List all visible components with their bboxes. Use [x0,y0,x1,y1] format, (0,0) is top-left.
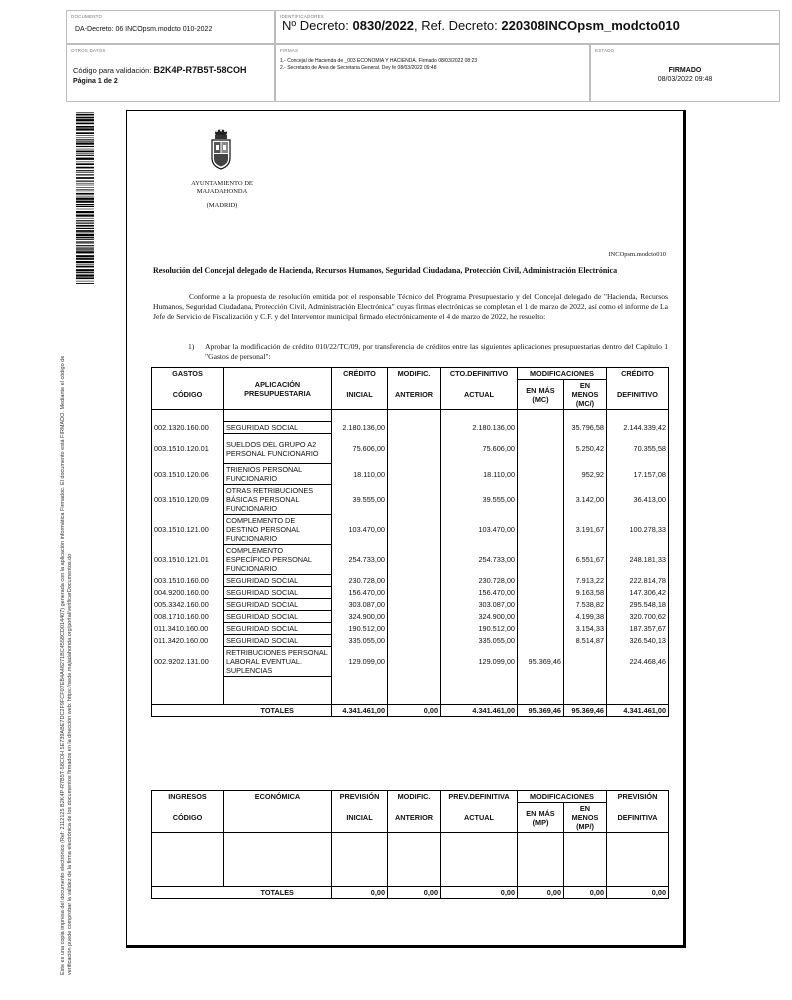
row-inicial: 39.555,00 [332,485,388,515]
row-codigo: 008.1710.160.00 [152,611,224,623]
row-codigo: 003.1510.121.00 [152,515,224,545]
header-definitiva: DEFINITIVA [607,803,669,833]
row-actual: 190.512,00 [441,623,518,635]
row-mas [518,422,564,434]
row-mas [518,545,564,575]
header-codigo: CÓDIGO [152,803,224,833]
row-anterior [388,647,441,677]
header-prevision-2: PREVISIÓN [607,791,669,803]
row-anterior [388,485,441,515]
row-definitivo: 187.357,67 [607,623,669,635]
row-aplicacion: SEGURIDAD SOCIAL [224,587,332,599]
row-definitivo: 17.157,08 [607,464,669,485]
gastos-table [151,367,669,717]
row-menos: 8.514,87 [564,635,607,647]
row-actual: 303.087,00 [441,599,518,611]
item-number: 1) [188,342,195,351]
row-anterior [388,515,441,545]
row-anterior [388,599,441,611]
header-en-menos: EN MENOS (MC/) [564,380,607,410]
header-economica-blank [224,803,332,833]
header-inicial: INICIAL [332,803,388,833]
table-row [152,575,669,587]
totals-anterior: 0,00 [388,887,441,899]
header-modificaciones: MODIFICACIONES [518,791,607,803]
row-definitivo: 147.306,42 [607,587,669,599]
codigo-validacion [73,65,247,75]
header-economica: ECONÓMICA [224,791,332,803]
row-definitivo: 222.814,78 [607,575,669,587]
row-codigo: 011.3410.160.00 [152,623,224,635]
row-definitivo: 248.181,33 [607,545,669,575]
row-definitivo: 36.413,00 [607,485,669,515]
pagina: Página 1 de 2 [73,78,118,85]
reference-code: INCOpsm.modcto010 [608,251,666,258]
table-row [152,647,669,677]
row-aplicacion: SEGURIDAD SOCIAL [224,575,332,587]
row-anterior [388,464,441,485]
header-en-mas: EN MÁS (MC) [518,380,564,410]
firma-1: 1.- Concejal de Hacienda de _003 ECONOMIA Y HACIENDA. Firmado 08/03/2022 08:23 [280,58,478,64]
documento-label: DOCUMENTO [71,14,103,19]
row-anterior [388,635,441,647]
row-mas [518,623,564,635]
estado-label: ESTADO [595,48,615,53]
totals-menos: 95.369,46 [564,705,607,717]
row-anterior [388,545,441,575]
row-inicial: 103.470,00 [332,515,388,545]
row-actual: 335.055,00 [441,635,518,647]
row-aplicacion: COMPLEMENTO DE DESTINO PERSONAL FUNCIONARIO [224,515,332,545]
table-row [152,434,669,464]
table-row [152,422,669,434]
table-row [152,587,669,599]
row-codigo: 003.1510.120.01 [152,434,224,464]
table-row [152,464,669,485]
row-aplicacion: SEGURIDAD SOCIAL [224,599,332,611]
header-definitivo: DEFINITIVO [607,380,669,410]
row-mas [518,611,564,623]
spacer-row [152,410,669,422]
estado-value: FIRMADO [668,67,702,74]
row-codigo: 003.1510.120.06 [152,464,224,485]
row-aplicacion: SUELDOS DEL GRUPO A2 PERSONAL FUNCIONARIO [224,434,332,464]
row-definitivo: 326.540,13 [607,635,669,647]
totals-inicial: 4.341.461,00 [332,705,388,717]
totals-menos: 0,00 [564,887,607,899]
header-aplicacion: APLICACIÓN PRESUPUESTARIA [224,368,332,410]
ayto-line-1: AYUNTAMIENTO DE [191,180,253,187]
totals-label: TOTALES [224,705,332,717]
firma-2: 2.- Secretario de Area de Secretaria General. Dey fe 08/03/2022 09:48 [280,65,437,71]
row-mas [518,485,564,515]
row-inicial: 156.470,00 [332,587,388,599]
row-definitivo: 224.468,46 [607,647,669,677]
totals-anterior: 0,00 [388,705,441,717]
row-actual: 18.110,00 [441,464,518,485]
header-anterior: ANTERIOR [388,803,441,833]
row-actual: 129.099,00 [441,647,518,677]
table-row [152,623,669,635]
row-menos: 3.142,00 [564,485,607,515]
ingresos-table [151,790,669,899]
totals-mas: 0,00 [518,887,564,899]
row-anterior [388,587,441,599]
totals-label: TOTALES [224,887,332,899]
row-aplicacion: SEGURIDAD SOCIAL [224,623,332,635]
ref-prefix: , Ref. Decreto: [413,18,498,33]
row-mas [518,575,564,587]
row-menos: 3.191,67 [564,515,607,545]
row-mas [518,464,564,485]
row-menos: 7.538,82 [564,599,607,611]
row-mas [518,515,564,545]
row-actual: 2.180.136,00 [441,422,518,434]
resolution-item-1 [188,342,668,362]
totals-actual: 0,00 [441,887,518,899]
row-anterior [388,422,441,434]
row-inicial: 303.087,00 [332,599,388,611]
row-inicial: 75.606,00 [332,434,388,464]
table-row [152,599,669,611]
row-anterior [388,623,441,635]
totals-definitiva: 0,00 [607,887,669,899]
row-aplicacion: COMPLEMENTO ESPECÍFICO PERSONAL FUNCIONARIO [224,545,332,575]
row-actual: 254.733,00 [441,545,518,575]
header-anterior: ANTERIOR [388,380,441,410]
row-mas [518,635,564,647]
header-inicial: INICIAL [332,380,388,410]
identificadores-cell [275,10,780,44]
header-ingresos: INGRESOS [152,791,224,803]
side-text-line-1: Este es una copia impresa del documento electrónico (Ref: 2112125 B2K4P-R7B5T-58COH 5E739ABE7DC2F9FCF07EB4A48271BC4558CD014407) generada con la aplicación informática Firmadoc. El documento está FIRMADO. Mediante el código de [60,355,66,975]
row-definitivo: 100.278,33 [607,515,669,545]
decreto-number: 0830/2022 [352,18,414,33]
row-inicial: 335.055,00 [332,635,388,647]
totals-actual: 4.341.461,00 [441,705,518,717]
row-definitivo: 320.700,62 [607,611,669,623]
row-menos: 7.913,22 [564,575,607,587]
verification-side-text [60,275,74,975]
row-actual: 230.728,00 [441,575,518,587]
row-codigo: 011.3420.160.00 [152,635,224,647]
row-mas [518,434,564,464]
row-menos: 5.250,42 [564,434,607,464]
resolution-title: Resolución del Concejal delegado de Hacienda, Recursos Humanos, Seguridad Ciudadana, Protección Civil, Administración Electrónica [153,266,618,275]
header-en-mas: EN MÁS (MP) [518,803,564,833]
row-codigo: 002.9202.131.00 [152,647,224,677]
decreto-prefix: Nº Decreto: [282,18,349,33]
table-row [152,635,669,647]
documento-cell [66,10,275,44]
totals-inicial: 0,00 [332,887,388,899]
header-credito: CRÉDITO [332,368,388,380]
row-mas [518,587,564,599]
row-aplicacion: OTRAS RETRIBUCIONES BÁSICAS PERSONAL FUNCIONARIO [224,485,332,515]
side-text-line-2: verificación puede comprobar la validez de la firma electrónica de los documentos firmados en la dirección web: https://sede.majadahonda.org/portal/verificarDocumentos.do [67,553,73,975]
header-codigo: CÓDIGO [152,380,224,410]
ayuntamiento-name [178,180,266,210]
row-aplicacion: TRIENIOS PERSONAL FUNCIONARIO [224,464,332,485]
item-text: Aprobar la modificación de crédito 010/22/TC/09, por transferencia de créditos entre las siguientes aplicaciones presupuestarias dentro del Capítulo 1 "Gastos de personal": [205,342,668,361]
row-anterior [388,611,441,623]
barcode [76,112,94,284]
header-credito-2: CRÉDITO [607,368,669,380]
row-definitivo: 70.355,58 [607,434,669,464]
totals-mas: 95.369,46 [518,705,564,717]
documento-value: DA-Decreto: 06 INCOpsm.modcto 010-2022 [75,26,213,33]
header-prevision: PREVISIÓN [332,791,388,803]
row-inicial: 190.512,00 [332,623,388,635]
header-prev-definitiva: PREV.DEFINITIVA [441,791,518,803]
row-aplicacion: SEGURIDAD SOCIAL [224,635,332,647]
row-codigo: 005.3342.160.00 [152,599,224,611]
row-menos: 9.163,58 [564,587,607,599]
ayto-line-2: MAJADAHONDA [196,188,248,195]
row-mas [518,599,564,611]
document-header [66,10,780,102]
header-actual: ACTUAL [441,803,518,833]
row-inicial: 18.110,00 [332,464,388,485]
row-definitivo: 295.548,18 [607,599,669,611]
row-codigo: 002.1320.160.00 [152,422,224,434]
estado-fecha: 08/03/2022 09:48 [657,76,713,83]
codigo-value: B2K4P-R7B5T-58COH [153,65,247,75]
row-menos: 3.154,33 [564,623,607,635]
firmas-cell [275,44,590,102]
spacer-row [152,677,669,705]
header-modific: MODIFIC. [388,791,441,803]
row-anterior [388,434,441,464]
row-codigo: 003.1510.121.01 [152,545,224,575]
estado-cell [590,44,780,102]
row-codigo: 003.1510.160.00 [152,575,224,587]
row-anterior [388,575,441,587]
coat-of-arms-icon [208,128,234,170]
firmas-label: FIRMAS [280,48,299,53]
header-cto-definitivo: CTO.DEFINITIVO [441,368,518,380]
identificadores-label: IDENTIFICADORES [280,14,325,19]
row-menos: 35.796,58 [564,422,607,434]
table-row [152,545,669,575]
row-aplicacion: SEGURIDAD SOCIAL [224,611,332,623]
row-actual: 39.555,00 [441,485,518,515]
row-actual: 324.900,00 [441,611,518,623]
otros-datos-cell [66,44,275,102]
otros-label: OTROS DATOS [71,48,106,53]
resolution-paragraph: Conforme a la propuesta de resolución emitida por el responsable Técnico del Programa Presupuestario y del Concejal delegado de "Hacienda, Recursos Humanos, Seguridad Ciudadana, Protección Civil, Administración Electrónica" cuyas firmas electrónicas se completan el 1 de marzo de 2022, así como el informe de La Jefe de Servicio de Fiscalización y C.F. y del Interventor municipal firmado electrónicamente el 4 de marzo de 2022, he resuelto: [153,292,668,321]
row-actual: 156.470,00 [441,587,518,599]
totals-row [152,887,669,899]
header-modificaciones: MODIFICACIONES [518,368,607,380]
header-modific: MODIFIC. [388,368,441,380]
table-row [152,515,669,545]
row-menos: 952,92 [564,464,607,485]
row-codigo: 003.1510.120.09 [152,485,224,515]
header-actual: ACTUAL [441,380,518,410]
ref-value: 220308INCOpsm_modcto010 [501,18,680,33]
empty-row [152,833,669,887]
row-definitivo: 2.144.339,42 [607,422,669,434]
table-row [152,485,669,515]
row-inicial: 254.733,00 [332,545,388,575]
table-row [152,611,669,623]
row-inicial: 230.728,00 [332,575,388,587]
row-menos [564,647,607,677]
row-aplicacion: SEGURIDAD SOCIAL [224,422,332,434]
row-menos: 6.551,67 [564,545,607,575]
row-codigo: 004.9200.160.00 [152,587,224,599]
totals-row [152,705,669,717]
codigo-label: Código para validación: [73,66,152,75]
header-gastos: GASTOS [152,368,224,380]
row-aplicacion: RETRIBUCIONES PERSONAL LABORAL EVENTUAL. SUPLENCIAS [224,647,332,677]
ayto-madrid: (MADRID) [206,202,238,209]
row-inicial: 2.180.136,00 [332,422,388,434]
totals-definitivo: 4.341.461,00 [607,705,669,717]
header-en-menos: EN MENOS (MP/) [564,803,607,833]
row-inicial: 129.099,00 [332,647,388,677]
row-inicial: 324.900,00 [332,611,388,623]
row-mas: 95.369,46 [518,647,564,677]
decreto-line [282,18,680,33]
row-actual: 103.470,00 [441,515,518,545]
row-menos: 4.199,38 [564,611,607,623]
row-actual: 75.606,00 [441,434,518,464]
